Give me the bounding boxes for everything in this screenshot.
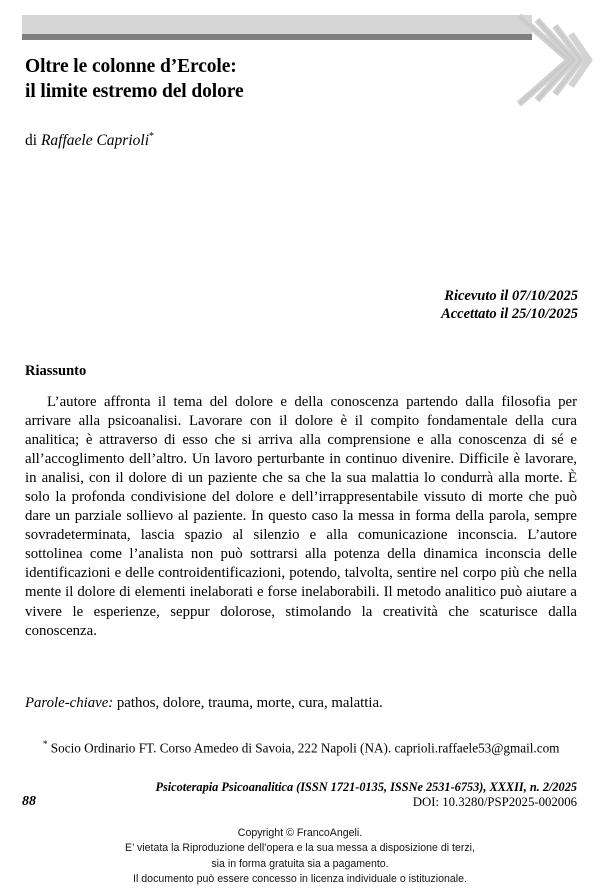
page-number: 88 [22,794,36,809]
author-footnote [25,736,577,757]
date-accepted: Accettato il 25/10/2025 [441,305,578,322]
title-block [25,54,485,104]
byline-prefix: di [25,132,41,150]
copyright-notice [0,826,600,887]
byline-footnote-marker: * [149,131,154,142]
date-received: Ricevuto il 07/10/2025 [444,288,578,304]
copyright-line-3: sia in forma gratuita sia a pagamento. [211,857,389,870]
keywords-values: pathos, dolore, trauma, morte, cura, malattia. [113,695,383,711]
title-line-2: il limite estremo del dolore [25,81,244,102]
title-line-1: Oltre le colonne d’Ercole: [25,56,237,77]
keywords-label: Parole-chiave: [25,695,114,711]
footnote-marker: * [43,739,48,749]
copyright-line-2: E’ vietata la Riproduzione dell’opera e la sua messa a disposizione di terzi, [125,842,475,855]
copyright-line-1: Copyright © FrancoAngeli. [237,827,363,839]
author-byline [25,127,154,151]
abstract-body: L’autore affronta il tema del dolore e della conoscenza partendo dalla filosofia per arrivare alla psicoanalisi. Lavorare con il dolore è il compito fondamentale della cura analitica; è attraverso di esso che si arriva alla comprensione e alla conoscenza di sé e all’accoglimento dell’altro. Un lavoro perturbante in continuo divenire. Difficile è lavorare, in analisi, con il dolore di un paziente che sa che la sua malattia lo condurrà alla morte. È solo la profonda condivisione del dolore e dell’irrappresentabile vissuto di morte che può dare un parziale sollievo al paziente. In questo caso la messa in forma della parola, sempre sovradeterminata, lascia spazio al silenzio e alla comunicazione inconscia. L’autore sottolinea come l’analista non può sottrarsi alla potenza della dinamica inconscia delle identificazioni e delle controidentificazioni, potendo, talvolta, sentire nel corpo più che nella mente il dolore di elementi inelaborati e forse inelaborabili. Il metodo analitico può aiutare a vivere le esperienze, seppur dolorose, stimolando la creatività che scaturisce dalla conoscenza. [25,394,577,639]
doi-line: DOI: 10.3280/PSP2025-002006 [412,795,577,809]
page-title [25,54,485,104]
chevron-arrows-ornament [505,8,600,113]
abstract-heading: Riassunto [25,363,87,379]
journal-citation: Psicoterapia Psicoanalitica (ISSN 1721-0135, ISSNe 2531-6753), XXXII, n. 2/2025 [155,780,577,794]
submission-dates [158,288,578,323]
author-name: Raffaele Caprioli [40,132,149,150]
copyright-line-4: Il documento può essere concesso in licenza individuale o istituzionale. [133,872,467,885]
header-bar-light [22,15,532,34]
header-bar-dark [22,34,532,40]
footnote-text: Socio Ordinario FT. Corso Amedeo di Savoia, 222 Napoli (NA). caprioli.raffaele53@gmail.com [47,740,560,756]
keywords-line [25,694,577,713]
